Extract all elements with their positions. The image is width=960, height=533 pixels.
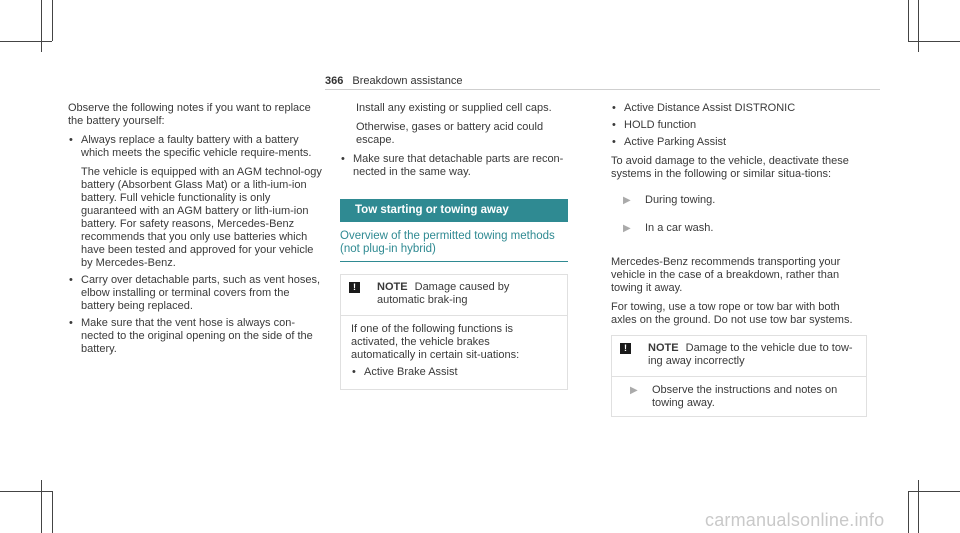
crop-mark — [918, 0, 919, 52]
watermark: carmanualsonline.info — [705, 510, 885, 530]
towing-text: For towing, use a tow rope or tow bar with both axles on the ground. Do not use tow bar systems. — [611, 301, 853, 326]
note-header — [612, 336, 866, 376]
note-header — [341, 275, 567, 315]
section-heading: Tow starting or towing away — [340, 199, 568, 222]
column-1 — [68, 102, 326, 362]
page-header — [325, 75, 462, 87]
situation-text: During towing. — [645, 194, 716, 206]
list-item — [68, 317, 326, 356]
list-item: • Active Distance Assist DISTRONIC — [611, 102, 867, 115]
crop-mark — [41, 480, 42, 533]
list-item: • Make sure that detachable parts are recon-nected in the same way. — [340, 153, 568, 179]
situation-item — [611, 219, 867, 238]
subheading: Overview of the permitted towing methods (not plug-in hybrid) — [340, 230, 568, 262]
section-title: Breakdown assistance — [352, 75, 463, 87]
list-item: • Active Brake Assist — [351, 366, 557, 379]
warning-square-icon: ! — [349, 282, 360, 293]
crop-mark — [918, 480, 919, 533]
situation-text: In a car wash. — [645, 222, 714, 234]
crop-mark — [52, 0, 53, 41]
header-divider — [325, 89, 880, 90]
note-title: Damage to the vehicle due to tow-ing away incorrectly — [648, 342, 853, 367]
list-item-text: Always replace a faulty battery with a battery which meets the specific vehicle require-ments. — [81, 134, 312, 159]
arrow-right-icon: ▶ — [623, 195, 631, 206]
function-list — [611, 102, 867, 149]
cell-caps-text: Install any existing or supplied cell caps. — [356, 102, 552, 114]
function-list — [351, 366, 557, 379]
crop-mark — [0, 491, 52, 492]
note-box — [611, 335, 867, 417]
gases-text: Otherwise, gases or battery acid could escape. — [356, 121, 544, 146]
battery-notes-list — [68, 134, 326, 356]
list-item: • Active Parking Assist — [611, 136, 867, 149]
crop-mark — [908, 491, 909, 533]
arrow-right-icon: ▶ — [630, 385, 638, 396]
note-body — [341, 315, 567, 389]
warning-square-icon: ! — [620, 343, 631, 354]
crop-mark — [908, 41, 960, 42]
detachable-parts-list — [340, 153, 568, 179]
intro-text: Observe the following notes if you want to replace the battery yourself: — [68, 102, 311, 127]
note-box — [340, 274, 568, 390]
avoid-damage-text: To avoid damage to the vehicle, deactivate these systems in the following or similar situa-tions: — [611, 155, 849, 180]
list-item — [68, 274, 326, 313]
crop-mark — [0, 41, 52, 42]
situation-item — [611, 191, 867, 210]
note-body — [612, 376, 866, 416]
crop-mark — [908, 0, 909, 41]
list-item: • HOLD function — [611, 119, 867, 132]
note-label: NOTE — [648, 342, 679, 354]
note-action-text: Observe the instructions and notes on towing away. — [652, 384, 838, 409]
crop-mark — [41, 0, 42, 52]
arrow-right-icon: ▶ — [623, 223, 631, 234]
page-number: 366 — [325, 75, 344, 87]
agm-battery-text: The vehicle is equipped with an AGM technol-ogy battery (Absorbent Glass Mat) or a lith-ium-ion battery. Full vehicle functionality is only guaranteed with an AGM battery or lith-ium-ion battery. For safety reasons, Mercedes-Benz recommends that you only use batteries which have been tested and approved for your vehicle by Mercedes-Benz. — [81, 166, 322, 269]
list-item-text: Carry over detachable parts, such as vent hoses, elbow installing or terminal covers from the battery being replaced. — [81, 274, 321, 312]
column-2 — [340, 102, 568, 396]
list-item-text: Make sure that the vent hose is always con-nected to the original opening on the side of the battery. — [81, 317, 313, 355]
note-action — [622, 384, 856, 410]
list-item — [68, 134, 326, 270]
column-3 — [611, 102, 867, 423]
note-title: Damage caused by automatic brak-ing — [377, 281, 510, 306]
note-label: NOTE — [377, 281, 408, 293]
crop-mark — [52, 491, 53, 533]
crop-mark — [908, 491, 960, 492]
transport-text: Mercedes-Benz recommends transporting your vehicle in the case of a breakdown, rather than towing it away. — [611, 256, 841, 294]
note-body-text: If one of the following functions is activated, the vehicle brakes automatically in certain sit-uations: — [351, 323, 520, 361]
